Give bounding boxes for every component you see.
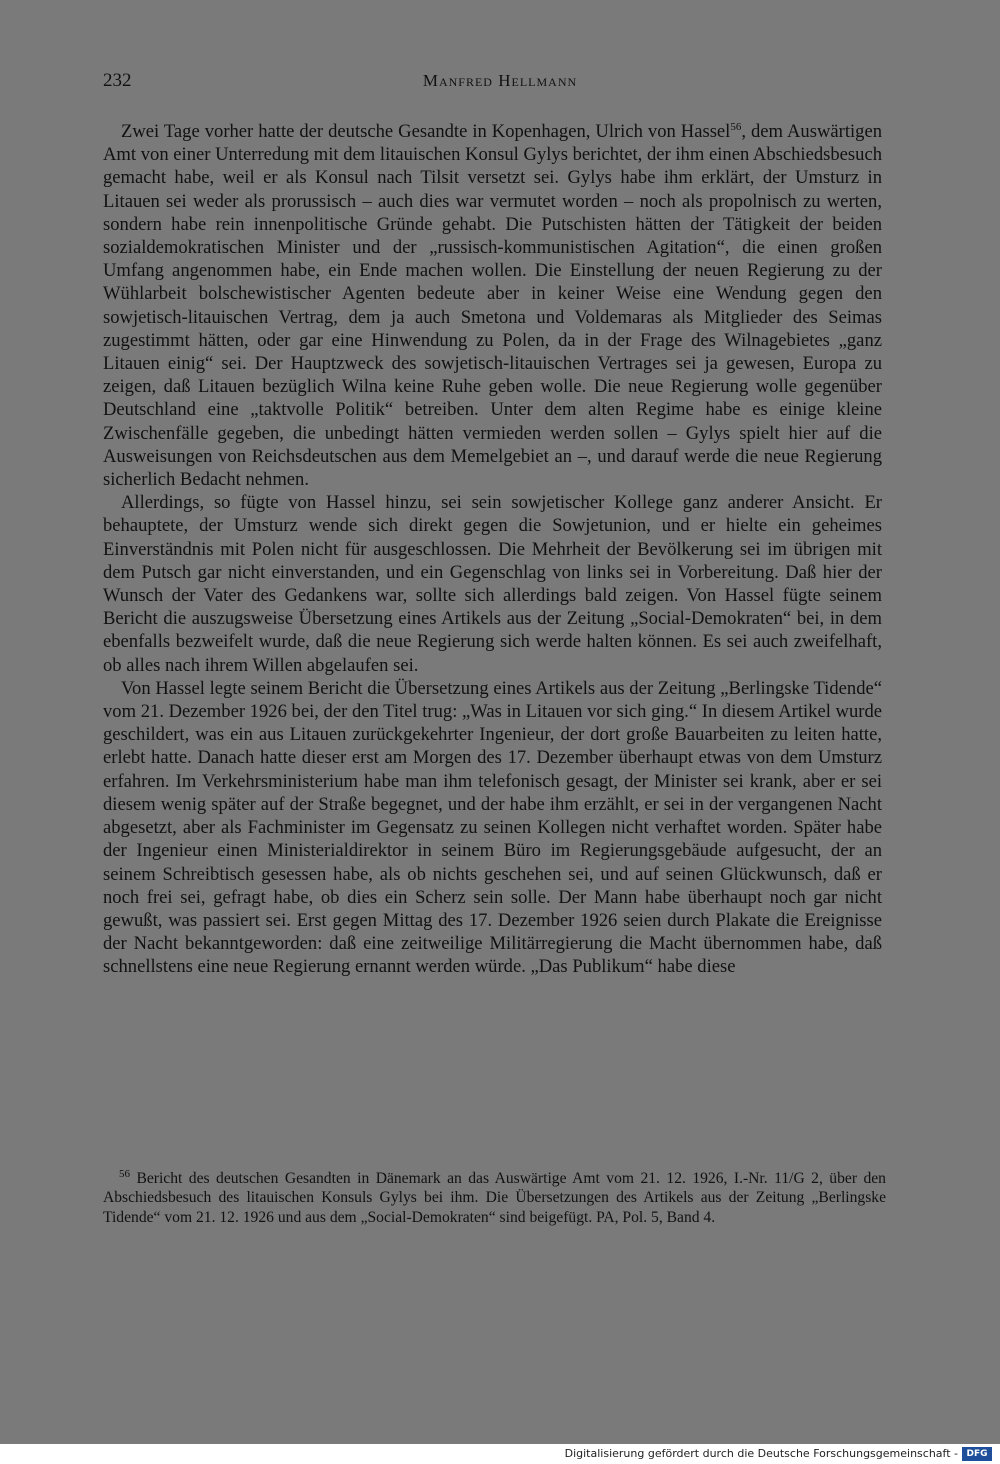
paragraph-1-start: Zwei Tage vorher hatte der deutsche Gesandte in Kopenhagen, Ulrich von Hassel bbox=[121, 121, 731, 142]
footnote-56 bbox=[103, 1169, 886, 1227]
page-number: 232 bbox=[103, 70, 132, 91]
paragraph-1 bbox=[103, 120, 882, 491]
footnote-reference: 56 bbox=[730, 120, 742, 133]
footnote-number: 56 bbox=[119, 1167, 130, 1180]
paragraph-1-rest: , dem Auswärtigen Amt von einer Unterredung mit dem litauischen Konsul Gylys berichtet, der ihm einen Abschiedsbesuch gemacht habe, weil er als Konsul nach Tilsit versetzt sei. Gylys habe ihm erklärt, der Umsturz in Litauen sei weder als prorussisch – auch dies war vermutet worden – noch als propolnisch zu werten, sondern habe rein innenpolitische Gründe gehabt. Die Putschisten hätten der Tätigkeit der beiden sozialdemokratischen Minister und der „russisch-kommunistischen Agitation“, die einen großen Umfang angenommen habe, ein Ende machen wollen. Die Einstellung der neuen Regierung zu der Wühlarbeit bolschewistischer Agenten bedeute aber in keiner Weise eine Wendung gegen den sowjetisch-litauischen Vertrag, dem ja auch Smetona und Voldemaras als Mitglieder des Seimas zugestimmt hätten, oder gar eine Hinwendung zu Polen, da in der Frage des Wilnagebietes „ganz Litauen einig“ sei. Der Hauptzweck des sowjetisch-litauischen Vertrages sei ja gewesen, Europa zu zeigen, daß Litauen bezüglich Wilna keine Ruhe geben wolle. Die neue Regierung wolle gegenüber Deutschland eine „taktvolle Politik“ betreiben. Unter dem alten Regime habe es einige kleine Zwischenfälle gegeben, die unbedingt hätten vermieden werden sollen – Gylys spielt hier auf die Ausweisungen von Reichsdeutschen aus dem Memelgebiet an –, und darauf werde die neue Regierung sicherlich Bedacht nehmen. bbox=[103, 121, 882, 491]
footnote-text: Bericht des deutschen Gesandten in Dänemark an das Auswärtige Amt vom 21. 12. 1926, I.-Nr. 11/G 2, über den Abschiedsbesuch des litauischen Konsuls Gylys bei ihm. Die Übersetzungen des Artikels aus der Zeitung „Berlingske Tidende“ vom 21. 12. 1926 und aus dem „Social-Demokraten“ sind beigefügt. PA, Pol. 5, Band 4. bbox=[103, 1170, 886, 1226]
running-head: Manfred Hellmann bbox=[422, 71, 578, 90]
paragraph-3: Von Hassel legte seinem Bericht die Übersetzung eines Artikels aus der Zeitung „Berlingske Tidende“ vom 21. Dezember 1926 bei, der den Titel trug: „Was in Litauen vor sich ging.“ In diesem Artikel wurde geschildert, was ein aus Litauen zurückgekehrter Ingenieur, der dort große Bauarbeiten zu leiten hatte, erlebt hatte. Danach hatte dieser erst am Morgen des 17. Dezember überhaupt etwas von dem Umsturz erfahren. Im Verkehrsministerium habe man ihm telefonisch gesagt, der Minister sei krank, aber er sei diesem wenig später auf der Straße begegnet, und der habe ihm erzählt, er sei in der vergangenen Nacht abgesetzt, aber als Fachminister im Gegensatz zu seinen Kollegen nicht verhaftet worden. Später habe der Ingenieur einen Ministerialdirektor in seinem Büro im Regierungsgebäude aufgesucht, der an seinem Schreibtisch gesessen habe, als ob nichts geschehen sei, und auf seinen Glückwunsch, daß er noch frei sei, gefragt habe, ob dies ein Scherz sein solle. Der Mann habe überhaupt noch gar nicht gewußt, was passiert sei. Erst gegen Mittag des 17. Dezember 1926 seien durch Plakate die Ereignisse der Nacht bekanntgeworden: daß eine zeitweilige Militärregierung die Macht übernommen habe, daß schnellstens eine neue Regierung ernannt werden würde. „Das Publikum“ habe diese bbox=[103, 677, 882, 978]
footnotes bbox=[103, 1169, 886, 1227]
dfg-logo: DFG bbox=[962, 1447, 992, 1461]
paragraph-2: Allerdings, so fügte von Hassel hinzu, sei sein sowjetischer Kollege ganz anderer Ansicht. Er behauptete, der Umsturz wende sich direkt gegen die Sowjetunion, und er hielte ein geheimes Einverständnis mit Polen nicht für ausgeschlossen. Die Mehrheit der Bevölkerung sei im übrigen mit dem Putsch gar nicht einverstanden, und ein Gegenschlag von links sei in Vorbereitung. Daß hier der Wunsch der Vater des Gedankens war, sollte sich allerdings bald zeigen. Von Hassel fügte seinem Bericht die auszugsweise Übersetzung eines Artikels aus der Zeitung „Social-Demokraten“ bei, in dem ebenfalls bezweifelt wurde, daß die neue Regierung sich werde halten können. Es sei auch zweifelhaft, ob alles nach ihrem Willen abgelaufen sei. bbox=[103, 492, 882, 676]
digitization-footer bbox=[0, 1444, 1000, 1464]
funding-credit: Digitalisierung gefördert durch die Deutsche Forschungsgemeinschaft - bbox=[564, 1447, 958, 1460]
body-text bbox=[103, 120, 882, 979]
